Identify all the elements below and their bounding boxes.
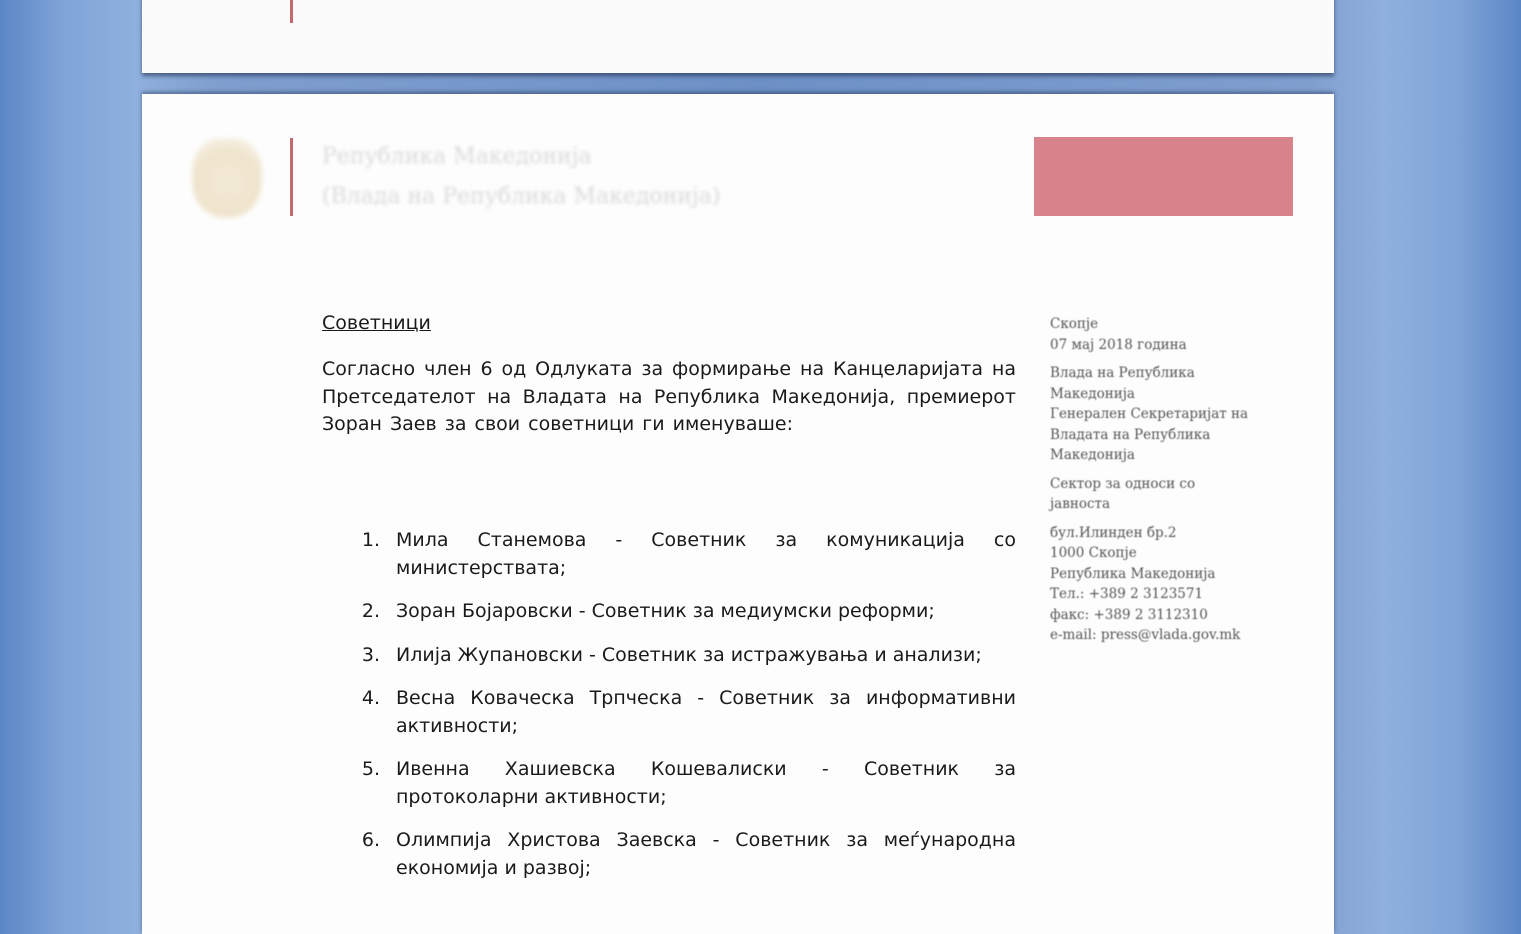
dept-line: Сектор за односи со [1050,475,1196,492]
previous-page [142,0,1334,73]
intro-paragraph: Согласно член 6 од Одлуката за формирање на Канцеларијата на Претседателот на Владата на Република Македонија, премиерот Зоран Заев за свои советници ги именуваше: [322,358,1016,435]
list-text: Ивенна Хашиевска Кошевалиски - Советник за протоколарни активности; [396,758,1016,808]
date: 07 мај 2018 година [1050,336,1187,353]
list-item [352,827,1016,882]
date-block [1050,314,1270,355]
list-item [352,756,1016,811]
coat-of-arms-icon [192,138,262,218]
address-block [1050,523,1270,646]
document-title: Советници [322,312,431,334]
list-number: 3. [361,643,380,666]
list-text: Мила Станемова - Советник за комуникација со министерствата; [396,529,1016,579]
address-line: бул.Илинден бр.2 [1050,524,1177,541]
list-number: 5. [361,758,380,780]
list-text: Весна Коваческа Трпческа - Советник за информативни активности; [396,687,1016,737]
list-item [352,685,1016,740]
advisors-list [352,527,1016,898]
list-item [352,642,1016,670]
address-line: Република Македонија [1050,565,1216,582]
header-accent-block [1034,137,1293,216]
place: Скопје [1050,316,1099,332]
list-number: 1. [361,529,380,551]
phone-line: Тел.: +389 2 3123571 [1050,586,1204,602]
previous-page-rule [290,0,293,23]
contact-sidebar [1050,314,1270,654]
list-text: Зоран Бојаровски - Советник за медиумски реформи; [396,600,935,622]
list-number: 2. [361,600,380,622]
org-line: Влада на Република [1050,365,1195,381]
org-line: Генерален Секретаријат на [1050,406,1249,422]
address-line: 1000 Скопје [1050,545,1137,561]
fax-line: факс: +389 2 3112310 [1050,606,1208,623]
letterhead-line-2: (Влада на Република Македонија) [322,184,721,209]
list-item [352,598,1016,626]
org-line: Владата на Република [1050,426,1211,443]
org-line: Македонија [1050,447,1135,463]
dept-block [1050,474,1270,515]
dept-line: јавноста [1050,496,1111,512]
list-number: 4. [361,687,380,709]
org-line: Македонија [1050,385,1135,402]
list-text: Илија Жупановски - Советник за истражувања и анализи; [396,643,982,666]
email-line: e-mail: press@vlada.gov.mk [1050,627,1241,643]
list-item [352,527,1016,582]
document-page [142,94,1334,934]
list-number: 6. [361,829,380,851]
header-rule [290,138,293,216]
letterhead-line-1: Република Македонија [322,144,592,169]
org-block [1050,363,1270,466]
list-text: Олимпија Христова Заевска - Советник за меѓународна економија и развој; [396,829,1016,879]
